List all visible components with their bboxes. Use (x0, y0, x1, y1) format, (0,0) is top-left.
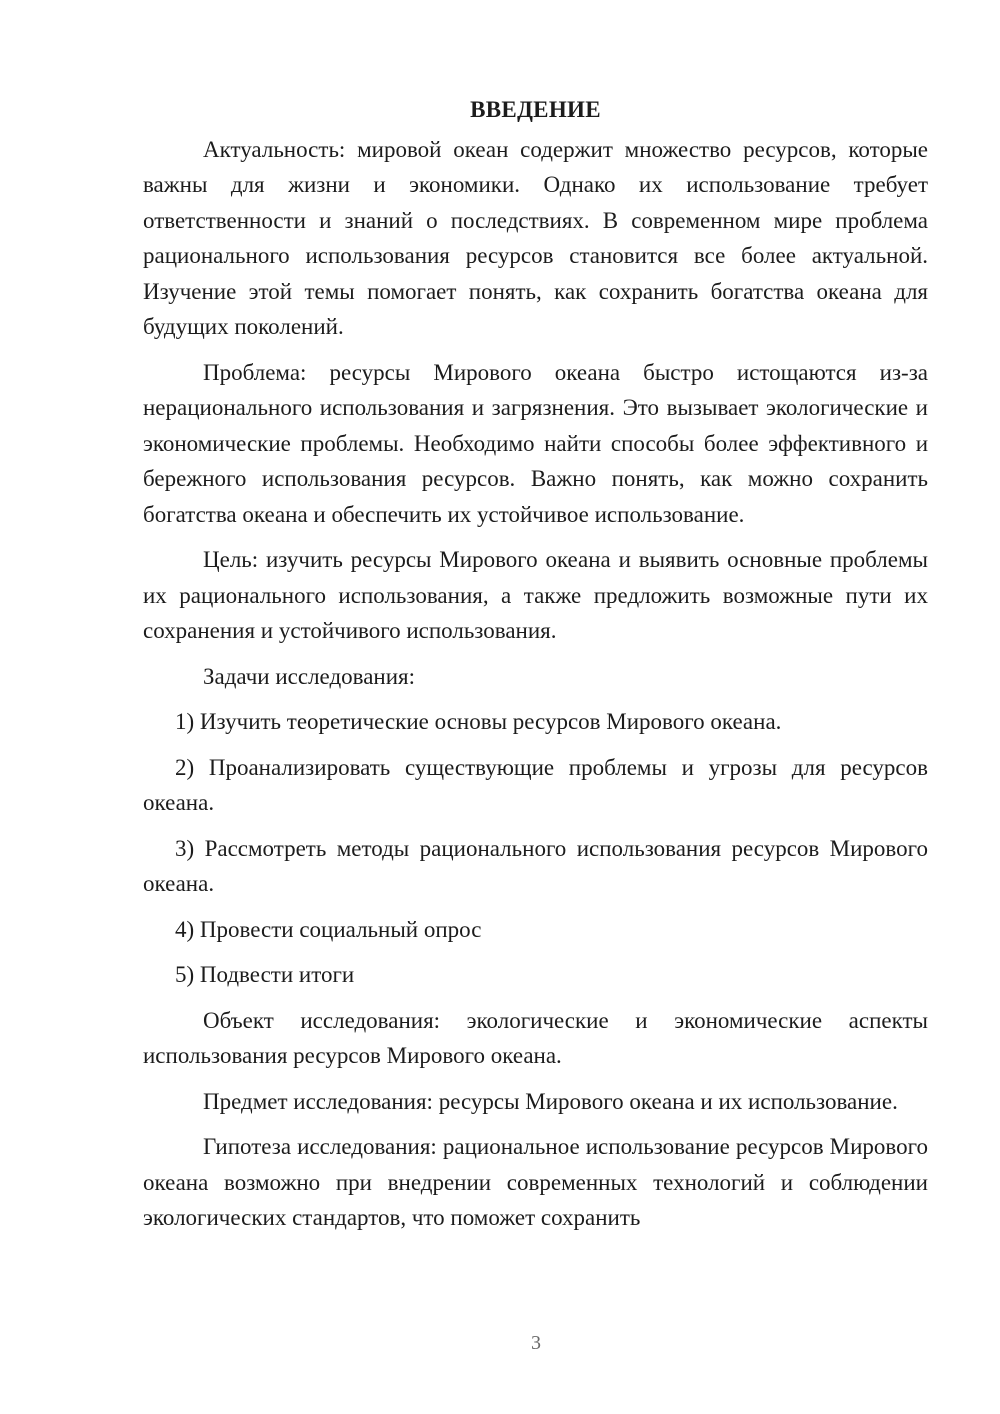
section-title: ВВЕДЕНИЕ (470, 97, 601, 122)
document-page (143, 92, 928, 1246)
problem-paragraph: Проблема: ресурсы Мирового океана быстро истощаются из-за нерационального использования и загрязнения. Это вызывает экологические и экономические проблемы. Необходимо найти способы более эффективного и бережного использования ресурсов. Важно понять, как можно сохранить богатства океана и обеспечить их устойчивое использование. (143, 359, 928, 527)
page-number: 3 (531, 1332, 541, 1354)
object-paragraph: Объект исследования: экологические и экономические аспекты использования ресурсов Мирового океана. (143, 1007, 928, 1068)
task-item-5: 5) Подвести итоги (175, 962, 355, 987)
subject-paragraph: Предмет исследования: ресурсы Мирового океана и их использование. (203, 1088, 898, 1114)
tasks-heading: Задачи исследования: (203, 663, 416, 689)
task-item-1: 1) Изучить теоретические основы ресурсов Мирового океана. (175, 709, 782, 734)
task-item-4: 4) Провести социальный опрос (175, 916, 482, 942)
goal-paragraph: Цель: изучить ресурсы Мирового океана и выявить основные проблемы их рационального использования, а также предложить возможные пути их сохранения и устойчивого использования. (143, 547, 928, 643)
relevance-paragraph: Актуальность: мировой океан содержит множество ресурсов, которые важны для жизни и экономики. Однако их использование требует ответственности и знаний о последствиях. В современном мире проблема рационального использования ресурсов становится все более актуальной. Изучение этой темы помогает понять, как сохранить богатства океана для будущих поколений. (143, 136, 928, 339)
task-item-2: 2) Проанализировать существующие проблемы и угрозы для ресурсов океана. (143, 754, 928, 815)
task-item-3: 3) Рассмотреть методы рационального использования ресурсов Мирового океана. (143, 835, 928, 896)
hypothesis-paragraph: Гипотеза исследования: рациональное использование ресурсов Мирового океана возможно при внедрении современных технологий и соблюдении экологических стандартов, что поможет сохранить (143, 1134, 928, 1230)
